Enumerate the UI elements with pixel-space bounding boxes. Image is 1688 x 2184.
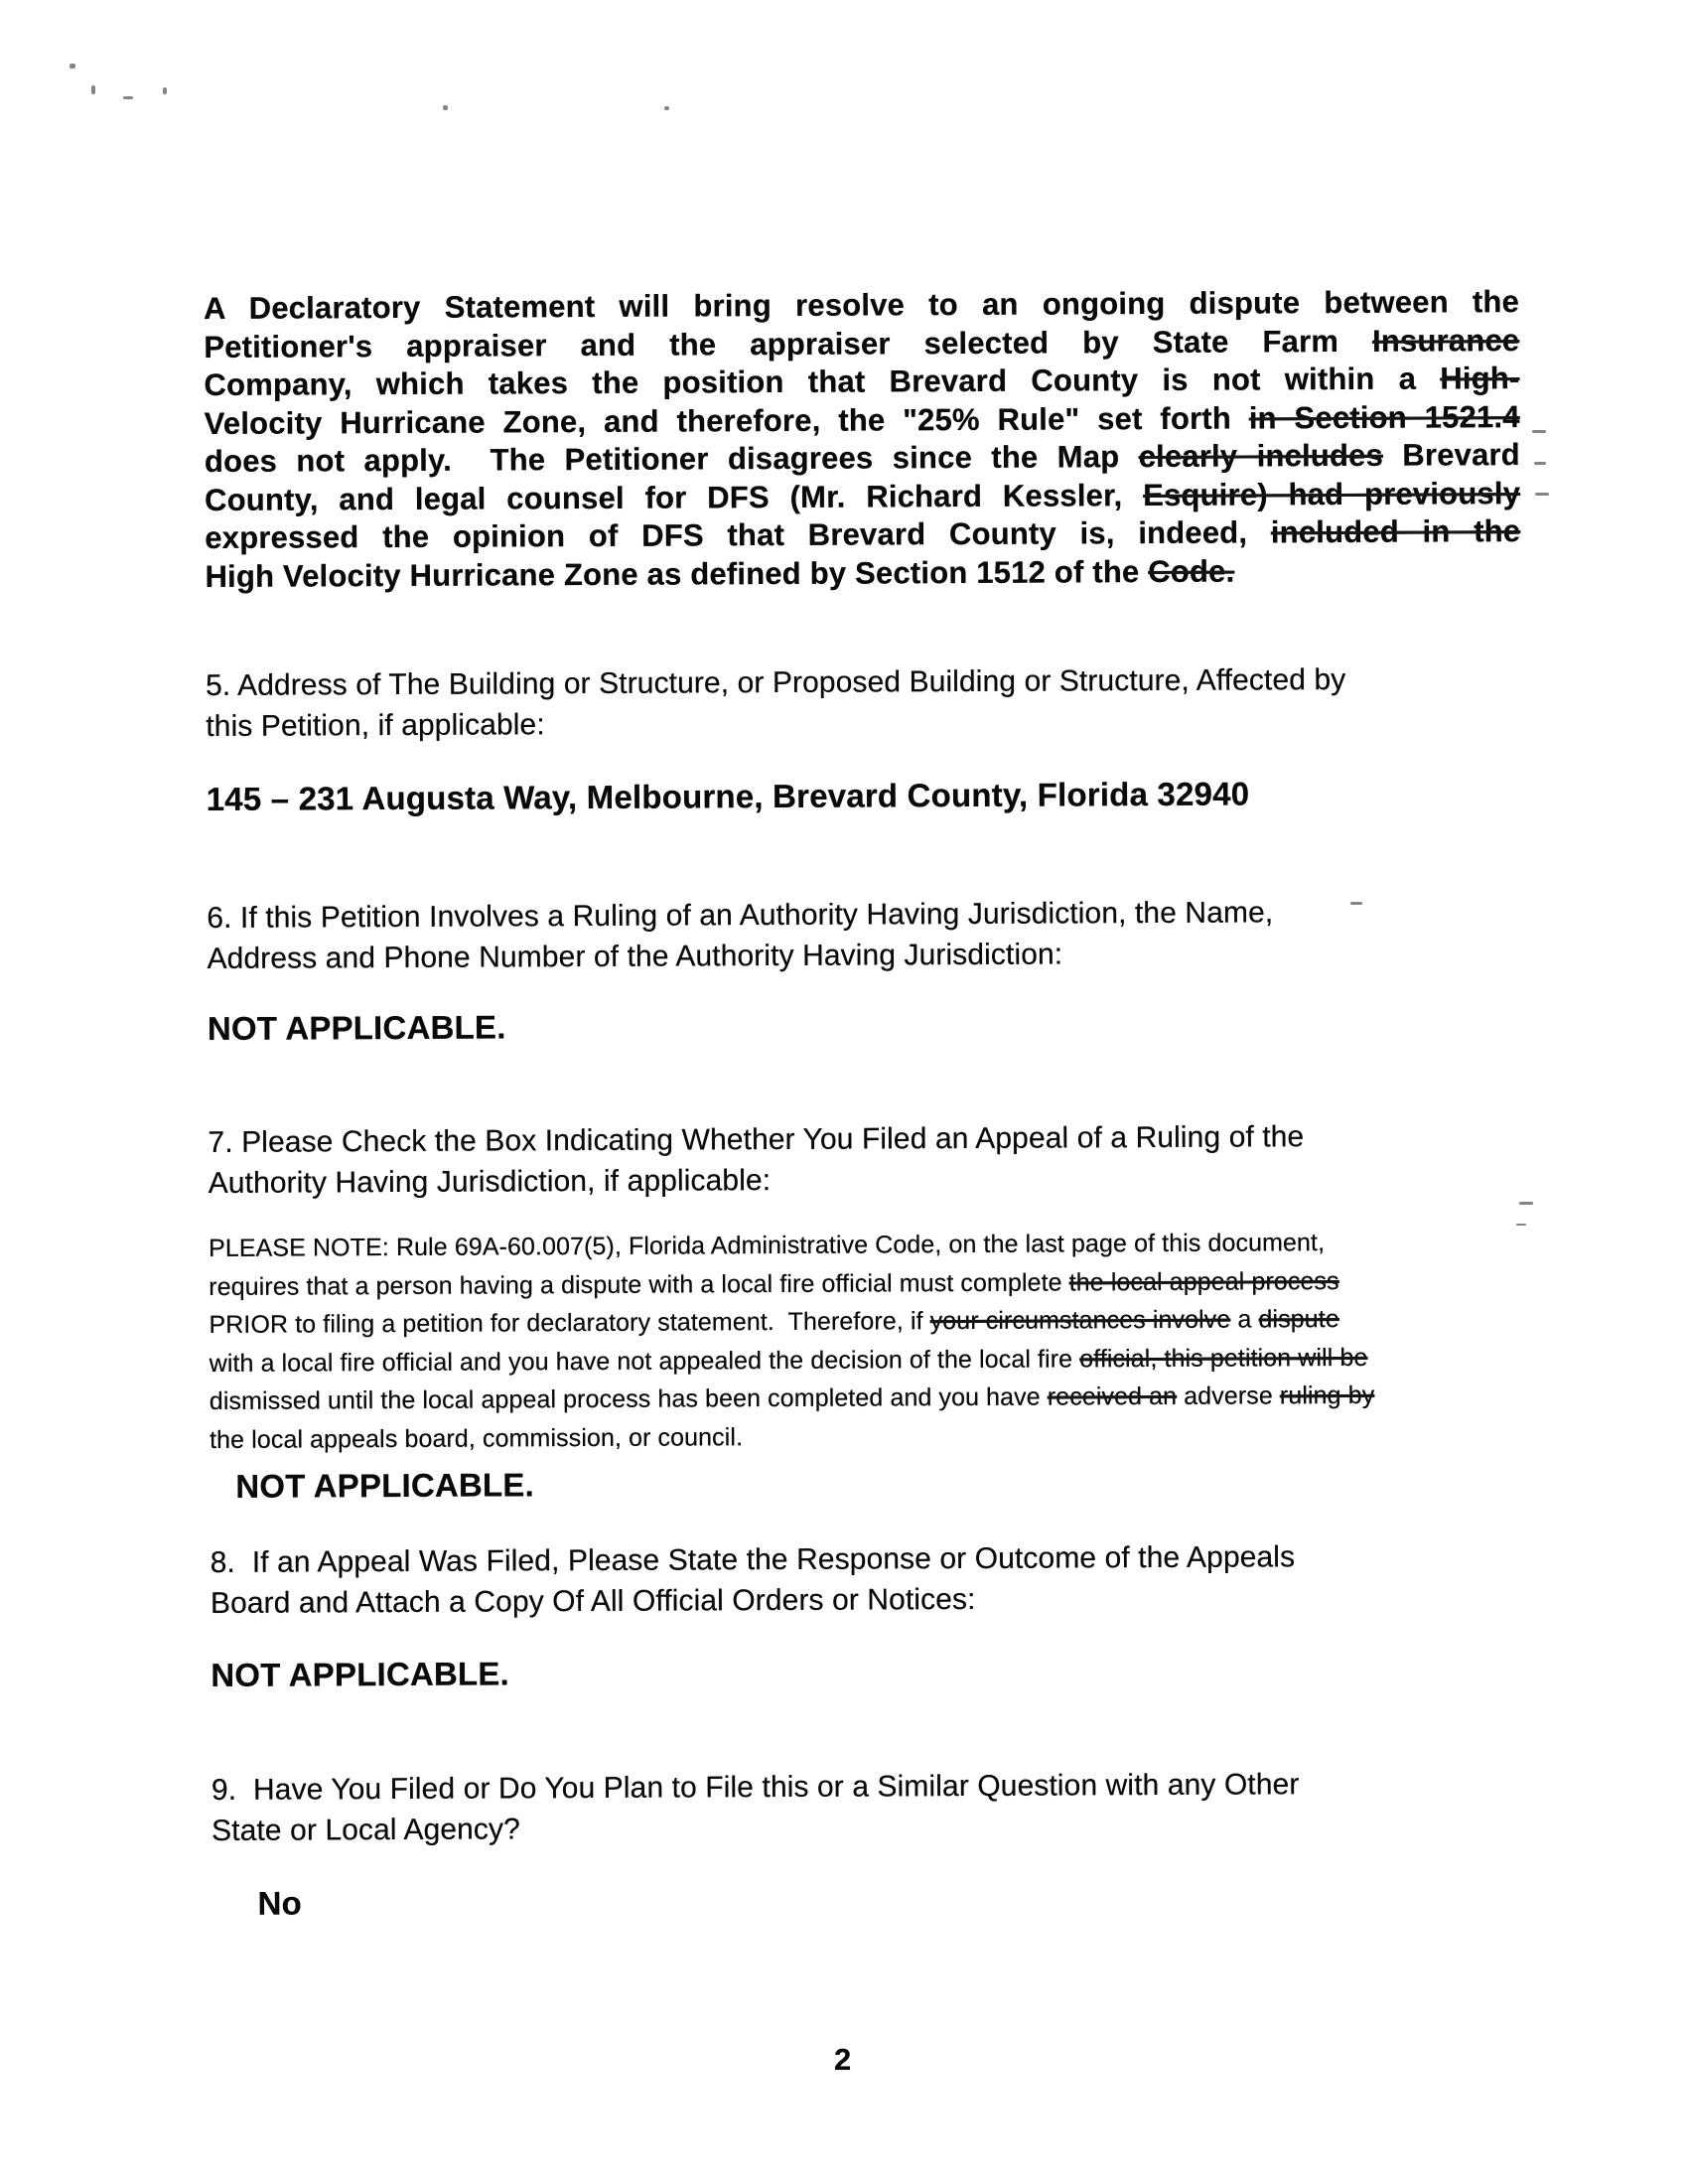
text-segment: 7. Please Check the Box Indicating Whether You Filed an Appeal of a Ruling of the [208,1120,1305,1159]
question-5 [206,658,1521,747]
struck-text: in Section 1521.4 [1248,398,1520,435]
document-content [204,283,1528,1924]
text-segment: adverse [1177,1382,1280,1410]
question-7-answer: NOT APPLICABLE. [235,1466,535,1505]
struck-text: received an [1047,1382,1178,1411]
text-segment: 6. If this Petition Involves a Ruling of an Authority Having Jurisdiction, the Name, [207,896,1274,935]
text-segment: Board and Attach a Copy Of All Official Orders or Notices: [210,1582,976,1620]
text-segment: Velocity Hurricane Zone, and therefore, the "25% Rule" set forth [204,399,1249,441]
question-6 [207,891,1522,979]
text-segment: Petitioner's appraiser and the appraiser selected by State Farm [204,323,1373,364]
please-note-paragraph [209,1223,1525,1459]
text-line [204,360,1519,404]
text-segment: PLEASE NOTE: Rule 69A-60.007(5), Florida Administrative Code, on the last page of this document, [208,1229,1326,1262]
text-segment: dismissed until the local appeal process has been completed and you have [209,1383,1048,1415]
text-line [204,283,1519,328]
text-segment: 5. Address of The Building or Structure, or Proposed Building or Structure, Affected by [206,662,1346,702]
text-segment: requires that a person having a dispute with a local fire official must complete [209,1267,1069,1301]
text-segment: A Declaratory Statement will bring resolve to an ongoing dispute between the [204,284,1520,326]
intro-paragraph [204,283,1521,596]
text-line [208,1115,1523,1163]
text-segment: High Velocity Hurricane Zone as defined by Section 1512 of the [205,553,1149,594]
question-8 [211,1535,1526,1624]
text-line [211,1804,1527,1851]
text-line [205,551,1520,596]
struck-text: official, this petition will be [1079,1343,1368,1373]
text-line [210,1376,1525,1420]
scan-dash [1532,430,1546,433]
struck-text: included in the [1270,513,1521,550]
text-segment: this Petition, if applicable: [206,708,545,743]
text-segment: Brevard [1382,437,1520,473]
struck-text: Esquire) had previously [1143,475,1521,512]
question-5-answer: 145 – 231 Augusta Way, Melbourne, Brevard County, Florida 32940 [206,775,1250,817]
text-segment: the local appeals board, commission, or council. [209,1422,744,1454]
scan-speckle [70,64,75,69]
text-line [205,512,1520,557]
text-segment: 9. Have You Filed or Do You Plan to File this or a Similar Question with any Other [211,1768,1300,1807]
scan-dash [1535,493,1549,496]
text-segment: does not apply. The Petitioner disagrees since the Map [204,439,1139,479]
text-line [209,1156,1524,1204]
text-segment: with a local fire official and you have not appealed the decision of the local fire [209,1344,1080,1378]
text-line [211,1763,1527,1811]
struck-text: the local appeal process [1068,1266,1339,1296]
struck-text: clearly includes [1138,437,1384,475]
text-segment: Address and Phone Number of the Authority Having Jurisdiction: [207,938,1063,975]
scan-speckle [91,85,95,94]
text-segment: State or Local Agency? [211,1813,520,1847]
scan-speckle [123,96,133,99]
scan-speckle [163,87,167,94]
text-segment: Authority Having Jurisdiction, if applicable: [208,1164,772,1200]
text-line [206,658,1521,706]
struck-text: ruling by [1279,1381,1375,1410]
question-8-answer: NOT APPLICABLE. [211,1655,510,1693]
text-segment: PRIOR to filing a petition for declaratory statement. Therefore, if [209,1307,930,1339]
struck-text: Insurance [1371,322,1520,359]
text-line [205,436,1520,481]
scan-speckle [664,106,669,110]
text-line [209,1299,1524,1344]
scan-speckle [443,105,448,110]
struck-text: Code. [1148,553,1235,589]
struck-text: dispute [1258,1305,1339,1334]
text-line [211,1535,1526,1583]
text-segment: Company, which takes the position that Brevard County is not within a [204,361,1441,402]
text-segment: County, and legal counsel for DFS (Mr. Richard Kessler, [205,477,1144,517]
struck-text: your circumstances involve [929,1305,1231,1336]
struck-text: High- [1440,361,1520,396]
question-9-answer: No [257,1884,302,1922]
text-line [207,891,1522,939]
question-9 [211,1763,1527,1851]
text-line [206,699,1521,747]
question-7 [208,1115,1523,1204]
text-segment: a [1230,1305,1259,1334]
text-line [211,1576,1526,1624]
question-6-answer: NOT APPLICABLE. [207,1008,506,1047]
text-segment: 8. If an Appeal Was Filed, Please State the Response or Outcome of the Appeals [210,1540,1296,1579]
text-line [207,932,1522,979]
scan-dash [1534,462,1546,465]
text-segment: expressed the opinion of DFS that Brevard County is, indeed, [205,514,1271,555]
page-number: 2 [834,2042,852,2077]
text-line [210,1414,1525,1459]
